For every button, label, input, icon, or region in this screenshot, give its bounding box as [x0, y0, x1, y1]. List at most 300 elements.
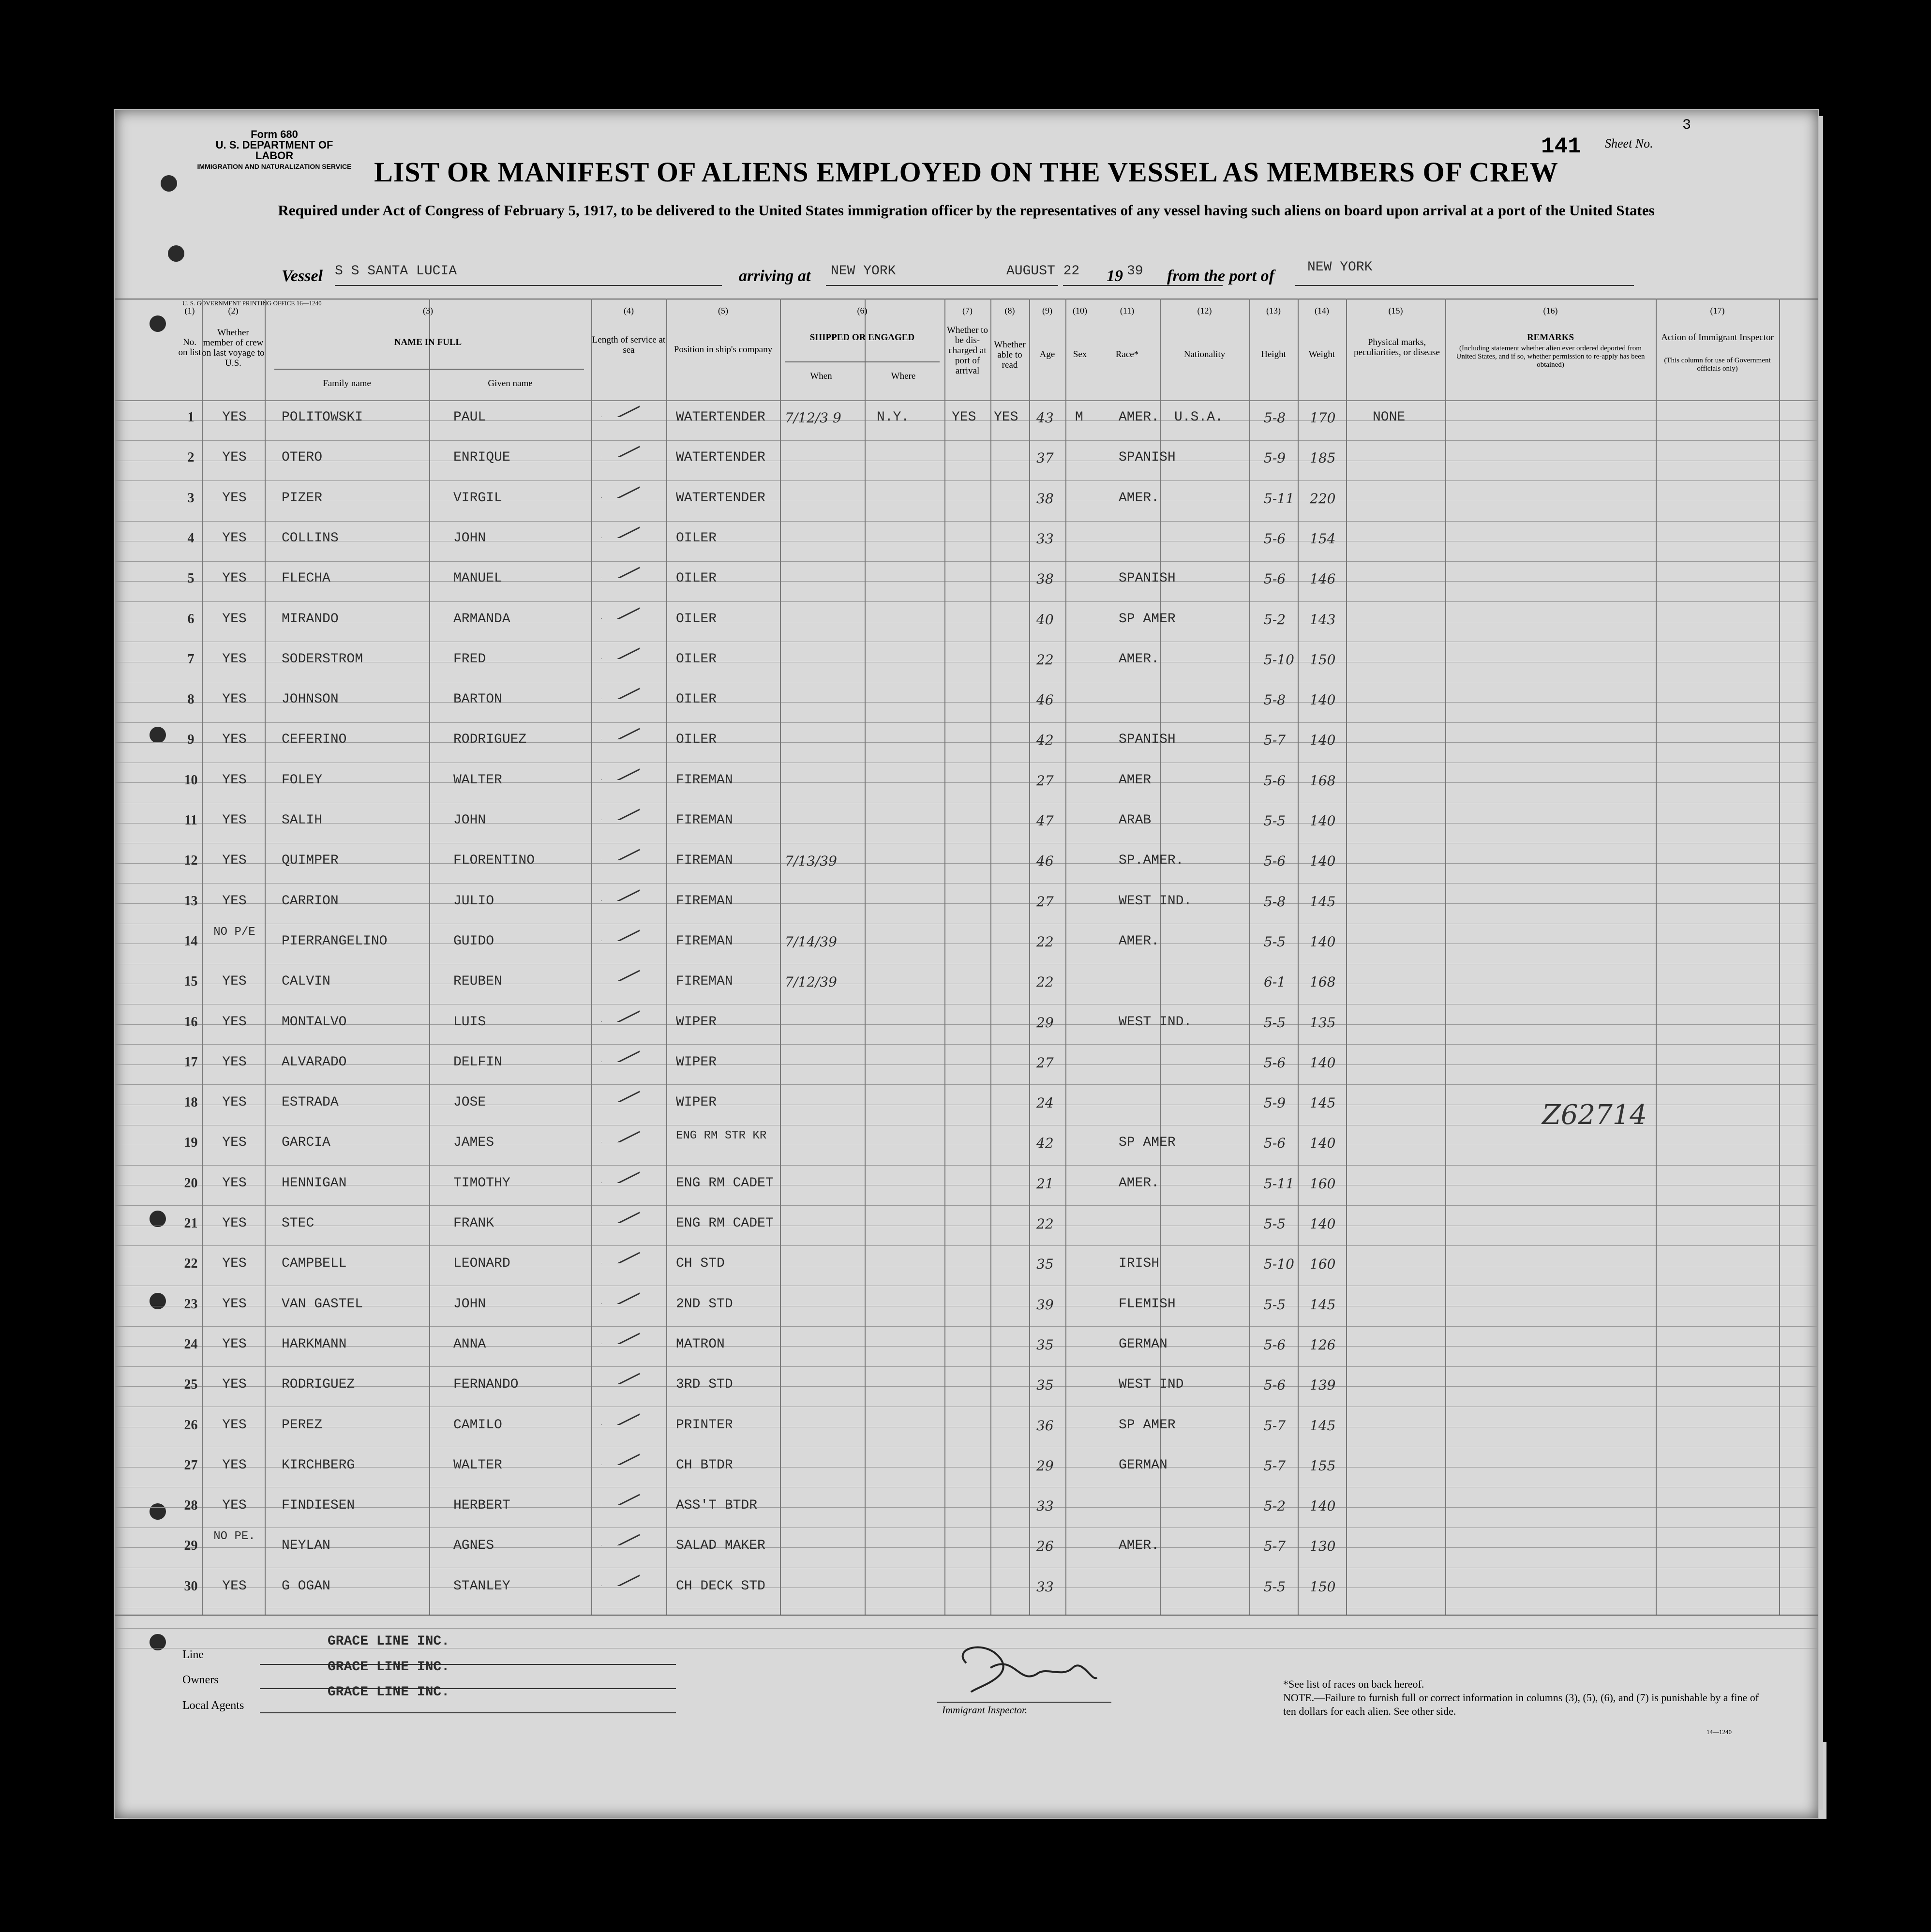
cell-age: 24 — [1036, 1095, 1054, 1111]
underline — [260, 1688, 676, 1689]
column-rule — [1249, 299, 1250, 1615]
service-check-mark — [596, 1365, 640, 1384]
cell-weight: 140 — [1310, 933, 1336, 950]
cell-family: FOLEY — [282, 772, 323, 788]
cell-given: ANNA — [453, 1336, 486, 1352]
cell-family: RODRIGUEZ — [282, 1377, 355, 1393]
cell-weight: 140 — [1310, 732, 1336, 749]
cell-height: 5-5 — [1264, 1578, 1286, 1595]
header-sex: Sex — [1073, 349, 1087, 359]
cell-no: 8 — [187, 692, 195, 707]
header-discharged: Whether to be dis-charged at port of arrival — [947, 325, 988, 376]
col-num: (8) — [1004, 306, 1015, 315]
cell-weight: 160 — [1310, 1256, 1336, 1273]
row-rule — [115, 521, 1818, 522]
cell-age: 42 — [1036, 1135, 1054, 1152]
service-check-mark — [596, 599, 640, 619]
cell-nationality: U.S.A. — [1174, 410, 1223, 425]
cell-family: STEC — [282, 1216, 314, 1231]
cell-family: FLECHA — [282, 571, 330, 586]
cell-height: 5-6 — [1264, 853, 1286, 869]
cell-height: 5-8 — [1264, 410, 1286, 426]
cell-family: JOHNSON — [282, 692, 339, 707]
printing-office: U. S. GOVERNMENT PRINTING OFFICE 16—1240 — [182, 300, 322, 307]
cell-no: 22 — [184, 1256, 198, 1272]
header-remarks: REMARKS — [1527, 332, 1574, 343]
cell-no: 7 — [187, 651, 195, 667]
row-rule — [115, 1366, 1818, 1367]
underline — [335, 285, 722, 286]
col-num: (12) — [1197, 306, 1212, 315]
cell-crew: YES — [222, 732, 247, 748]
header-given-name: Given name — [488, 378, 533, 389]
underline — [937, 1702, 1111, 1703]
cell-crew: YES — [222, 1054, 247, 1070]
cell-no: 2 — [187, 450, 195, 465]
from-label: from the port of — [1167, 267, 1274, 285]
cell-position: ENG RM CADET — [676, 1175, 774, 1191]
cell-weight: 140 — [1310, 853, 1336, 869]
cell-weight: 135 — [1310, 1014, 1336, 1031]
cell-given: STANLEY — [453, 1578, 510, 1594]
cell-weight: 160 — [1310, 1175, 1336, 1192]
service-check-mark — [596, 1123, 640, 1142]
column-rule — [944, 299, 945, 1615]
cell-height: 5-9 — [1264, 450, 1286, 466]
service-check-mark — [596, 761, 640, 780]
cell-weight: 154 — [1310, 530, 1336, 547]
owners-value: GRACE LINE INC. — [328, 1660, 450, 1675]
cell-no: 17 — [184, 1054, 198, 1070]
header-read: Whether able to read — [994, 340, 1026, 370]
row-rule — [115, 1326, 1818, 1327]
service-check-mark — [596, 1003, 640, 1022]
service-check-mark — [596, 922, 640, 941]
cell-weight: 140 — [1310, 1498, 1336, 1514]
cell-crew: YES — [222, 893, 247, 909]
table-bottom-rule — [115, 1615, 1818, 1616]
cell-position: MATRON — [676, 1336, 725, 1352]
service-check-mark — [596, 398, 640, 417]
cell-given: ENRIQUE — [453, 450, 510, 465]
cell-given: PAUL — [453, 410, 486, 425]
form-identifier: Form 680 U. S. DEPARTMENT OF LABOR IMMIGRATION AND NATURALIZATION SERVICE — [197, 128, 352, 170]
cell-race: WEST IND — [1119, 1377, 1184, 1393]
cell-weight: 170 — [1310, 410, 1336, 426]
service-check-mark — [596, 1244, 640, 1263]
cell-given: GUIDO — [453, 933, 494, 949]
row-rule — [115, 1084, 1818, 1085]
cell-age: 38 — [1036, 571, 1054, 587]
header-inspector-note: (This column for use of Government officials only) — [1664, 357, 1771, 373]
punch-hole — [150, 1293, 166, 1309]
cell-weight: 146 — [1310, 571, 1336, 587]
cell-crew: YES — [222, 1256, 247, 1272]
service-check-mark — [596, 1446, 640, 1465]
service-check-mark — [596, 1043, 640, 1062]
cell-weight: 220 — [1310, 490, 1336, 507]
cell-height: 6-1 — [1264, 974, 1286, 990]
cell-crew: YES — [222, 692, 247, 707]
column-rule — [1065, 299, 1066, 1615]
header-height: Height — [1261, 349, 1286, 359]
cell-race: SPANISH — [1119, 450, 1176, 465]
cell-crew: YES — [222, 651, 247, 667]
cell-given: HERBERT — [453, 1498, 510, 1513]
cell-family: PIZER — [282, 490, 323, 506]
cell-position: ASS'T BTDR — [676, 1498, 758, 1513]
row-rule — [115, 1507, 1818, 1508]
cell-race: WEST IND. — [1119, 893, 1192, 909]
row-rule — [115, 561, 1818, 562]
cell-given: WALTER — [453, 1457, 502, 1473]
service-check-mark — [596, 1325, 640, 1344]
service-check-mark — [596, 1486, 640, 1505]
cell-no: 6 — [187, 611, 195, 627]
row-rule — [115, 581, 1818, 582]
cell-position: ENG RM STR KR — [676, 1129, 767, 1143]
cell-crew: NO P/E — [213, 925, 255, 939]
row-rule — [115, 863, 1818, 864]
cell-height: 5-11 — [1264, 1175, 1294, 1192]
cell-where: N.Y. — [877, 410, 910, 425]
cell-family: OTERO — [282, 450, 323, 465]
row-rule — [115, 1547, 1818, 1548]
header-crew-last-voyage: Whether member of crew on last voyage to U.S. — [202, 328, 265, 368]
cell-age: 33 — [1036, 1578, 1054, 1595]
subtitle: Required under Act of Congress of February 5, 1917, to be delivered to the United States immigration officer by the representatives of any vessel having such aliens on board upon arrival at a port of the United States — [278, 202, 1655, 219]
vessel-label: Vessel — [282, 267, 323, 285]
column-rule — [1656, 299, 1657, 1615]
service-check-mark — [596, 519, 640, 538]
cell-weight: 150 — [1310, 1578, 1336, 1595]
header-name: NAME IN FULL — [394, 337, 462, 347]
cell-race: SP AMER — [1119, 1417, 1176, 1433]
cell-family: GARCIA — [282, 1135, 330, 1151]
row-rule — [115, 480, 1818, 481]
row-rule — [115, 823, 1818, 824]
cell-position: ENG RM CADET — [676, 1216, 774, 1231]
cell-weight: 130 — [1310, 1538, 1336, 1555]
cell-crew: NO PE. — [213, 1530, 255, 1543]
col-num: (9) — [1042, 306, 1052, 315]
cell-no: 3 — [187, 490, 195, 506]
header-when: When — [810, 371, 832, 381]
col-num: (3) — [423, 306, 433, 315]
cell-given: LEONARD — [453, 1256, 510, 1272]
column-rule — [1445, 299, 1446, 1615]
cell-height: 5-7 — [1264, 1457, 1286, 1474]
cell-age: 27 — [1036, 772, 1054, 789]
cell-no: 25 — [184, 1377, 198, 1393]
cell-height: 5-2 — [1264, 1498, 1286, 1514]
header-family-name: Family name — [323, 378, 371, 389]
cell-no: 21 — [184, 1216, 198, 1231]
cell-family: PEREZ — [282, 1417, 323, 1433]
cell-crew: YES — [222, 1578, 247, 1594]
cell-weight: 145 — [1310, 893, 1336, 910]
row-rule — [115, 722, 1818, 723]
row-rule — [115, 742, 1818, 743]
row-rule — [115, 1467, 1818, 1468]
cell-given: JOHN — [453, 813, 486, 828]
header-shipped: SHIPPED OR ENGAGED — [809, 332, 915, 343]
cell-height: 5-6 — [1264, 772, 1286, 789]
punch-hole — [168, 245, 184, 262]
cell-weight: 140 — [1310, 1135, 1336, 1152]
cell-age: 40 — [1036, 611, 1054, 628]
cell-given: WALTER — [453, 772, 502, 788]
cell-no: 14 — [184, 933, 198, 949]
cell-given: JAMES — [453, 1135, 494, 1151]
col-num: (4) — [624, 306, 634, 315]
cell-given: JOHN — [453, 530, 486, 546]
cell-age: 36 — [1036, 1417, 1054, 1434]
cell-age: 43 — [1036, 410, 1054, 426]
cell-family: QUIMPER — [282, 853, 339, 869]
cell-given: FLORENTINO — [453, 853, 535, 869]
cell-position: OILER — [676, 530, 717, 546]
cell-position: 3RD STD — [676, 1377, 733, 1393]
header-divider — [785, 361, 940, 362]
remarks-handwritten: Z62714 — [1542, 1099, 1647, 1131]
cell-position: CH BTDR — [676, 1457, 733, 1473]
column-rule — [990, 299, 991, 1615]
cell-no: 23 — [184, 1296, 198, 1312]
cell-crew: YES — [222, 1135, 247, 1151]
cell-age: 22 — [1036, 651, 1054, 668]
cell-height: 5-6 — [1264, 1054, 1286, 1071]
row-rule — [115, 782, 1818, 783]
cell-position: OILER — [676, 692, 717, 707]
cell-discharged: YES — [952, 410, 976, 425]
agents-label: Local Agents — [182, 1699, 244, 1712]
cell-age: 38 — [1036, 490, 1054, 507]
cell-no: 19 — [184, 1135, 198, 1151]
cell-no: 24 — [184, 1336, 198, 1352]
row-rule — [115, 1628, 1818, 1629]
cell-position: OILER — [676, 571, 717, 586]
cell-position: OILER — [676, 732, 717, 748]
cell-crew: YES — [222, 1498, 247, 1513]
row-rule — [115, 1165, 1818, 1166]
cell-race: AMER. — [1119, 1538, 1160, 1554]
cell-family: MONTALVO — [282, 1014, 347, 1030]
cell-weight: 140 — [1310, 692, 1336, 708]
row-rule — [115, 1064, 1818, 1065]
cell-crew: YES — [222, 410, 247, 425]
col-num: (7) — [962, 306, 973, 315]
punch-hole — [150, 315, 166, 332]
cell-no: 29 — [184, 1538, 198, 1554]
row-rule — [115, 1245, 1818, 1246]
col-num: (11) — [1120, 306, 1135, 315]
cell-given: REUBEN — [453, 974, 502, 989]
cell-weight: 140 — [1310, 1054, 1336, 1071]
service-check-mark — [596, 680, 640, 699]
header-position: Position in ship's company — [674, 344, 773, 355]
service-check-mark — [596, 1285, 640, 1304]
punch-hole — [150, 727, 166, 743]
cell-position: FIREMAN — [676, 893, 733, 909]
cell-age: 46 — [1036, 692, 1054, 708]
cell-race: AMER — [1119, 772, 1152, 788]
row-rule — [115, 883, 1818, 884]
line-label: Line — [182, 1648, 204, 1661]
owners-label: Owners — [182, 1674, 219, 1686]
cell-race: SP AMER — [1119, 611, 1176, 627]
cell-weight: 145 — [1310, 1095, 1336, 1111]
cell-family: SALIH — [282, 813, 323, 828]
punch-hole — [150, 1211, 166, 1227]
col-num: (15) — [1388, 306, 1403, 315]
cell-weight: 168 — [1310, 772, 1336, 789]
underline — [260, 1664, 676, 1665]
cell-height: 5-5 — [1264, 1296, 1286, 1313]
cell-age: 29 — [1036, 1457, 1054, 1474]
row-rule — [115, 400, 1818, 401]
cell-race: AMER. — [1119, 490, 1160, 506]
cell-age: 33 — [1036, 1498, 1054, 1514]
column-rule — [666, 299, 667, 1615]
cell-no: 12 — [184, 853, 198, 869]
cell-given: MANUEL — [453, 571, 502, 586]
cell-crew: YES — [222, 772, 247, 788]
header-physical-marks: Physical marks, peculiarities, or disease — [1354, 337, 1440, 358]
cell-crew: YES — [222, 611, 247, 627]
cell-given: BARTON — [453, 692, 502, 707]
cell-height: 5-8 — [1264, 692, 1286, 708]
cell-weight: 140 — [1310, 813, 1336, 829]
cell-family: FINDIESEN — [282, 1498, 355, 1513]
cell-age: 26 — [1036, 1538, 1054, 1555]
underline — [1295, 285, 1634, 286]
cell-weight: 150 — [1310, 651, 1336, 668]
header-divider — [274, 369, 584, 370]
sheet-number: 3 — [1682, 117, 1691, 134]
cell-age: 27 — [1036, 1054, 1054, 1071]
cell-no: 15 — [184, 974, 198, 989]
col-num: (5) — [718, 306, 728, 315]
underline — [260, 1712, 676, 1713]
cell-age: 47 — [1036, 813, 1054, 829]
cell-family: MIRANDO — [282, 611, 339, 627]
service-check-mark — [596, 559, 640, 578]
cell-weight: 126 — [1310, 1336, 1336, 1353]
cell-weight: 185 — [1310, 450, 1336, 466]
cell-crew: YES — [222, 1014, 247, 1030]
cell-weight: 140 — [1310, 1216, 1336, 1232]
page-title: LIST OR MANIFEST OF ALIENS EMPLOYED ON THE VESSEL AS MEMBERS OF CREW — [374, 156, 1558, 188]
cell-position: WATERTENDER — [676, 450, 765, 465]
header-nationality: Nationality — [1183, 349, 1226, 359]
cell-crew: YES — [222, 1296, 247, 1312]
cell-age: 22 — [1036, 974, 1054, 990]
row-rule — [115, 1044, 1818, 1045]
cell-height: 5-5 — [1264, 813, 1286, 829]
header-age: Age — [1039, 349, 1055, 359]
service-check-mark — [596, 1406, 640, 1425]
cell-family: HARKMANN — [282, 1336, 347, 1352]
cell-position: WATERTENDER — [676, 490, 765, 506]
service-check-mark — [596, 720, 640, 739]
cell-height: 5-6 — [1264, 1135, 1286, 1152]
col-num: (17) — [1710, 306, 1725, 315]
underline — [826, 285, 1058, 286]
col-num: (14) — [1315, 306, 1329, 315]
cell-when: 7/13/39 — [785, 853, 837, 869]
cell-age: 39 — [1036, 1296, 1054, 1313]
cell-when: 7/12/39 — [785, 974, 837, 990]
cell-age: 42 — [1036, 732, 1054, 749]
header-race: Race* — [1115, 349, 1139, 359]
cell-position: OILER — [676, 611, 717, 627]
cell-crew: YES — [222, 1175, 247, 1191]
cell-family: G OGAN — [282, 1578, 330, 1594]
service-check-mark — [596, 1204, 640, 1223]
cell-family: HENNIGAN — [282, 1175, 347, 1191]
column-rule — [865, 299, 866, 1615]
row-rule — [115, 903, 1818, 904]
cell-position: SALAD MAKER — [676, 1538, 765, 1554]
cell-age: 35 — [1036, 1377, 1054, 1393]
service-check-mark — [596, 962, 640, 981]
cell-race: SP AMER — [1119, 1135, 1176, 1151]
cell-age: 35 — [1036, 1256, 1054, 1273]
cell-race: GERMAN — [1119, 1336, 1168, 1352]
cell-when: 7/12/3 9 — [785, 410, 841, 426]
cell-height: 5-11 — [1264, 490, 1294, 507]
service-check-mark — [596, 1164, 640, 1183]
cell-weight: 145 — [1310, 1296, 1336, 1313]
cell-height: 5-7 — [1264, 1417, 1286, 1434]
header-weight: Weight — [1308, 349, 1335, 359]
cell-age: 33 — [1036, 530, 1054, 547]
cell-race: FLEMISH — [1119, 1296, 1176, 1312]
cell-given: RODRIGUEZ — [453, 732, 527, 748]
cell-no: 27 — [184, 1457, 198, 1473]
year-suffix: 39 — [1127, 264, 1143, 279]
cell-weight: 145 — [1310, 1417, 1336, 1434]
service-check-mark — [596, 882, 640, 901]
column-rule — [1298, 299, 1299, 1615]
cell-age: 46 — [1036, 853, 1054, 869]
row-rule — [115, 601, 1818, 602]
cell-race: AMER. — [1119, 651, 1160, 667]
header-service-length: Length of service at sea — [592, 335, 666, 355]
column-rule — [1346, 299, 1347, 1615]
cell-given: FRANK — [453, 1216, 494, 1231]
cell-crew: YES — [222, 571, 247, 586]
cell-family: ESTRADA — [282, 1095, 339, 1110]
cell-age: 35 — [1036, 1336, 1054, 1353]
table-top-rule — [115, 299, 1818, 300]
row-rule — [115, 1205, 1818, 1206]
service-check-mark — [596, 1567, 640, 1586]
arrival-date: AUGUST 22 — [1006, 264, 1080, 279]
cell-position: FIREMAN — [676, 813, 733, 828]
cell-family: KIRCHBERG — [282, 1457, 355, 1473]
cell-crew: YES — [222, 1336, 247, 1352]
sheet-label: Sheet No. — [1605, 136, 1653, 150]
cell-height: 5-9 — [1264, 1095, 1286, 1111]
cell-no: 4 — [187, 530, 195, 546]
cell-weight: 168 — [1310, 974, 1336, 990]
col-num: (2) — [228, 306, 239, 315]
cell-no: 20 — [184, 1175, 198, 1191]
cell-height: 5-7 — [1264, 732, 1286, 749]
agents-value: GRACE LINE INC. — [328, 1685, 450, 1700]
